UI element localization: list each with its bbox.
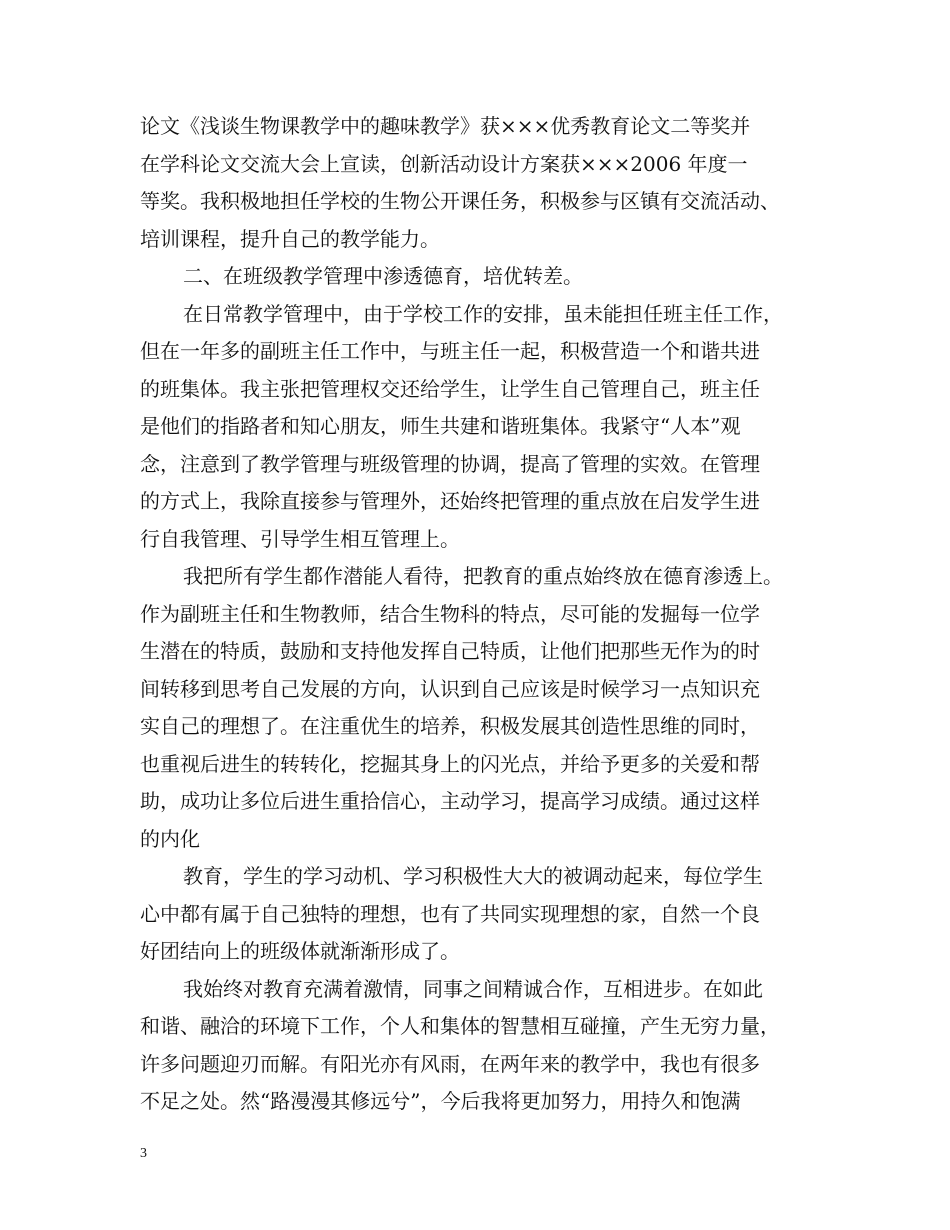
text-line: 论文《浅谈生物课教学中的趣味教学》获×××优秀教育论文二等奖并 xyxy=(140,114,751,138)
text-line: 实自己的理想了。在注重优生的培养，积极发展其创造性思维的同时， xyxy=(140,714,760,738)
text-line: 培训课程，提升自己的教学能力。 xyxy=(140,226,440,251)
text-line: 的方式上，我除直接参与管理外，还始终把管理的重点放在启发学生进 xyxy=(140,489,760,513)
text-line: 不足之处。然“路漫漫其修远兮”，今后我将更加努力，用持久和饱满 xyxy=(140,1089,741,1113)
text-line: 但在一年多的副班主任工作中，与班主任一起，积极营造一个和谐共进 xyxy=(140,339,760,363)
text-line: 在学科论文交流大会上宣读，创新活动设计方案获×××2006 年度一 xyxy=(140,151,748,176)
text-line: 教育，学生的学习动机、学习积极性大大的被调动起来，每位学生 xyxy=(183,864,763,888)
text-line: 我始终对教育充满着激情，同事之间精诚合作，互相进步。在如此 xyxy=(183,976,763,1001)
text-line: 我把所有学生都作潜能人看待，把教育的重点始终放在德育渗透上。 xyxy=(183,564,783,588)
text-line: 和谐、融洽的环境下工作，个人和集体的智慧相互碰撞，产生无穷力量， xyxy=(140,1014,780,1038)
text-line: 是他们的指路者和知心朋友，师生共建和谐班集体。我紧守“人本”观 xyxy=(140,414,741,438)
text-line: 二、在班级教学管理中渗透德育，培优转差。 xyxy=(183,264,583,288)
text-line: 生潜在的特质，鼓励和支持他发挥自己特质，让他们把那些无作为的时 xyxy=(140,639,760,663)
text-line: 在日常教学管理中，由于学校工作的安排，虽未能担任班主任工作， xyxy=(183,301,783,326)
text-line: 的班集体。我主张把管理权交还给学生，让学生自己管理自己，班主任 xyxy=(140,376,760,401)
document-body xyxy=(140,108,840,1121)
text-line: 等奖。我积极地担任学校的生物公开课任务，积极参与区镇有交流活动、 xyxy=(140,189,780,213)
text-line: 间转移到思考自己发展的方向，认识到自己应该是时候学习一点知识充 xyxy=(140,676,760,701)
text-line: 助，成功让多位后进生重拾信心，主动学习，提高学习成绩。通过这样 xyxy=(140,789,760,813)
text-line: 的内化 xyxy=(140,826,200,851)
text-line: 心中都有属于自己独特的理想，也有了共同实现理想的家，自然一个良 xyxy=(140,901,760,926)
text-line: 作为副班主任和生物教师，结合生物科的特点，尽可能的发掘每一位学 xyxy=(140,601,760,626)
text-line: 也重视后进生的转转化，挖掘其身上的闪光点，并给予更多的关爱和帮 xyxy=(140,751,760,776)
text-line: 行自我管理、引导学生相互管理上。 xyxy=(140,526,460,551)
text-line: 许多问题迎刃而解。有阳光亦有风雨，在两年来的教学中，我也有很多 xyxy=(140,1051,760,1076)
text-line: 好团结向上的班级体就渐渐形成了。 xyxy=(140,939,460,963)
page-number: 3 xyxy=(140,1146,147,1161)
text-line: 念，注意到了教学管理与班级管理的协调，提高了管理的实效。在管理 xyxy=(140,451,760,476)
